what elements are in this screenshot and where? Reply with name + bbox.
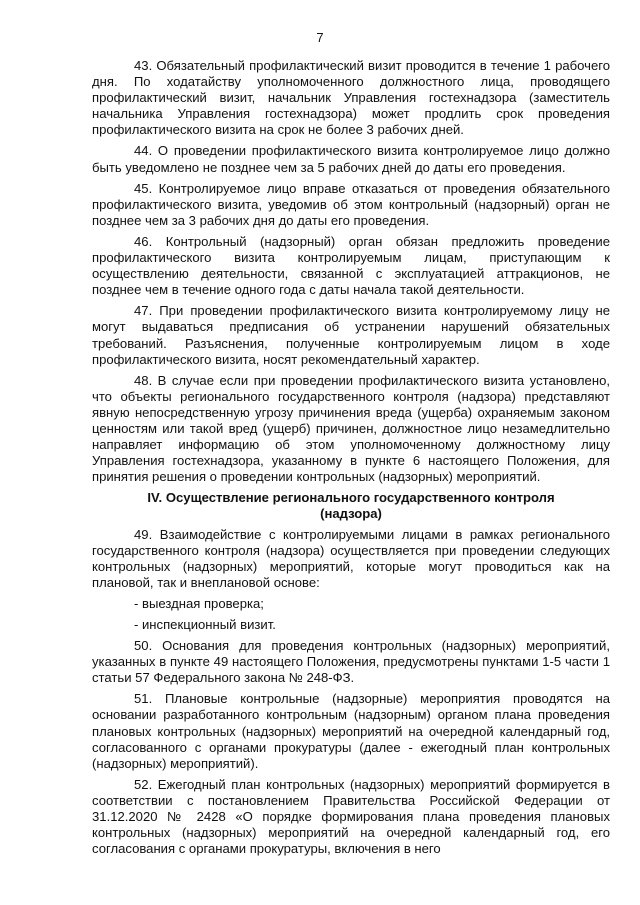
list-item-visit: - инспекционный визит. xyxy=(134,617,276,632)
paragraph-48: 48. В случае если при проведении профилактического визита установлено, что объекты регионального государственного контроля (надзора) представляют явную непосредственную угрозу причинения вреда (ущерба) охраняемым законом ценностям или такой вред (ущерб) причинен, должностное лицо незамедлительно направляет информацию об этом уполномоченному должностному лицу Управления гостехнадзора, указанному в пункте 6 настоящего Положения, для принятия решения о проведении контрольных (надзорных) мероприятий. xyxy=(92,372,610,485)
paragraph-50: 50. Основания для проведения контрольных (надзорных) мероприятий, указанных в пункте 49 настоящего Положения, предусмотрены пунктами 1-5 части 1 статьи 57 Федерального закона № 248-ФЗ. xyxy=(92,638,610,686)
page-number: 7 xyxy=(316,30,324,45)
section-heading xyxy=(92,490,610,522)
paragraph-44: 44. О проведении профилактического визита контролируемое лицо должно быть уведомлено не позднее чем за 5 рабочих дней до даты его проведения. xyxy=(92,143,610,175)
paragraph-45: 45. Контролируемое лицо вправе отказаться от проведения обязательного профилактического визита, уведомив об этом контрольный (надзорный) орган не позднее чем за 3 рабочих дня до даты его проведения. xyxy=(92,180,610,228)
paragraph-51: 51. Плановые контрольные (надзорные) мероприятия проводятся на основании разработанного контрольным (надзорным) органом плана проведения плановых контрольных (надзорных) мероприятий на очередной календарный год, согласованного с органами прокуратуры (далее - ежегодный план контрольных (надзорных) мероприятий). xyxy=(92,691,610,771)
paragraph-46: 46. Контрольный (надзорный) орган обязан предложить проведение профилактического визита контролируемым лицам, приступающим к осуществлению деятельности, связанной с эксплуатацией аттракционов, не позднее чем в течение одного года с даты начала такой деятельности. xyxy=(92,233,610,298)
paragraph-52: 52. Ежегодный план контрольных (надзорных) мероприятий формируется в соответствии с постановлением Правительства Российской Федерации от 31.12.2020 № 2428 «О порядке формирования плана проведения плановых контрольных (надзорных) мероприятий на очередной календарный год, его согласования с органами прокуратуры, включения в него xyxy=(92,776,610,857)
section-heading-line-1: IV. Осуществление регионального государственного контроля xyxy=(147,490,555,506)
paragraph-43: 43. Обязательный профилактический визит проводится в течение 1 рабочего дня. По ходатайству уполномоченного должностного лица, проводящего профилактический визит, начальник Управления гостехнадзора (заместитель начальника Управления гостехнадзора) может продлить срок проведения профилактического визита на срок не более 3 рабочих дней. xyxy=(92,58,610,138)
section-heading-line-2: (надзора) xyxy=(320,506,382,522)
document-body xyxy=(92,58,610,862)
list-item-inspection: - выездная проверка; xyxy=(134,595,264,611)
paragraph-49: 49. Взаимодействие с контролируемыми лицами в рамках регионального государственного контроля (надзора) осуществляется при проведении следующих контрольных (надзорных) мероприятий, которые могут проводиться как на плановой, так и внеплановой основе: xyxy=(92,526,610,590)
paragraph-47: 47. При проведении профилактического визита контролируемому лицу не могут выдаваться предписания об устранении нарушений обязательных требований. Разъяснения, полученные контролируемым лицом в ходе профилактического визита, носят рекомендательный характер. xyxy=(92,303,610,367)
